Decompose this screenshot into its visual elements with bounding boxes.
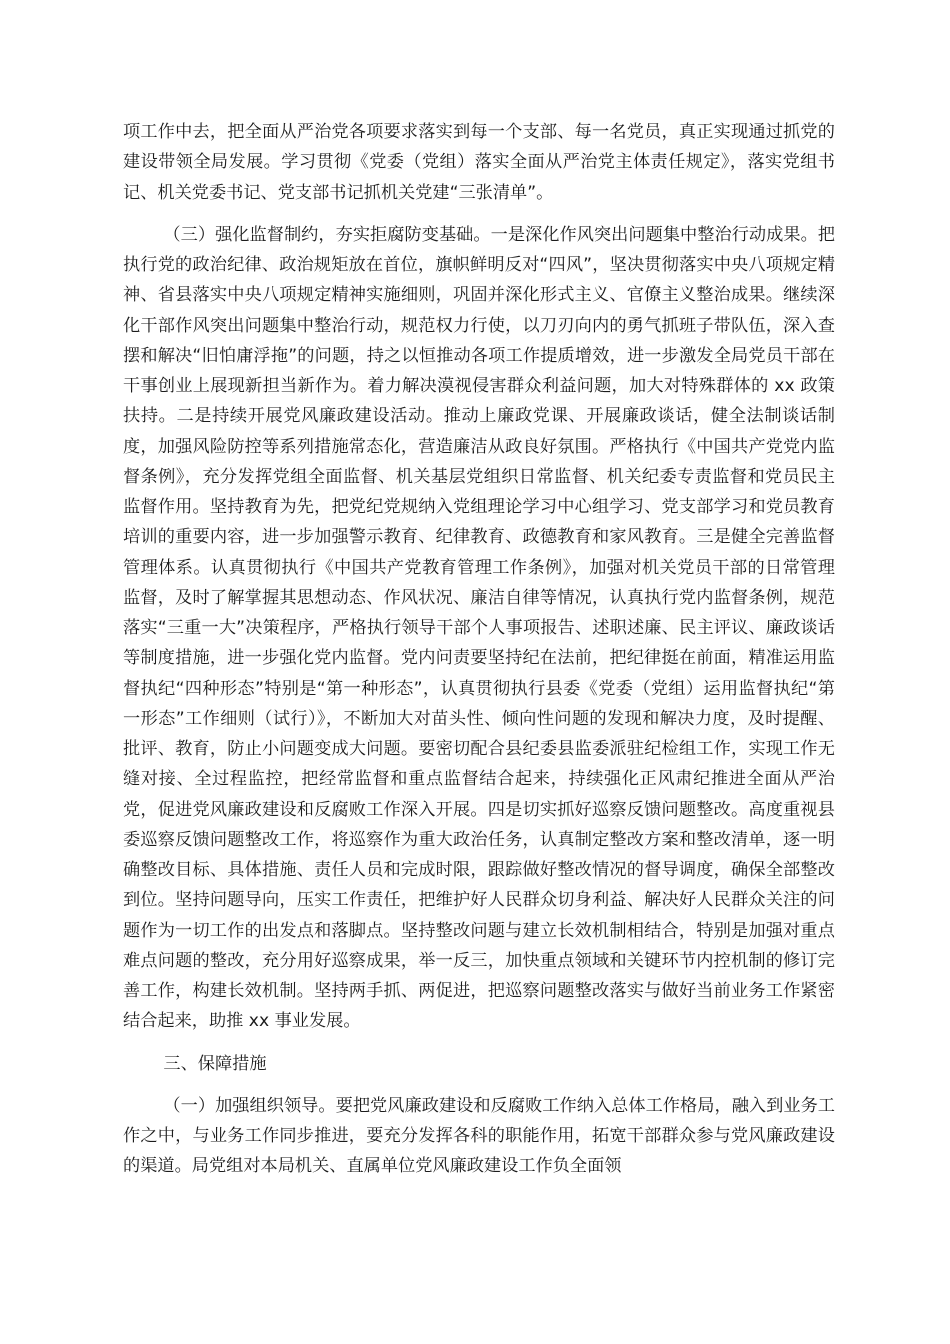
document-page [123,117,835,1194]
paragraph-continued: 项工作中去，把全面从严治党各项要求落实到每一个支部、每一名党员，真正实现通过抓党的建设带领全局发展。学习贯彻《党委（党组）落实全面从严治党主体责任规定》，落实党组书记、机关党委书记、党支部书记抓机关党建“三张清单”。 [123,122,835,203]
paragraph-leadership: （一）加强组织领导。要把党风廉政建设和反腐败工作纳入总体工作格局，融入到业务工作之中，与业务工作同步推进，要充分发挥各科的职能作用，拓宽干部群众参与党风廉政建设的渠道。局党组对本局机关、直属单位党风廉政建设工作负全面领 [123,1095,835,1177]
paragraph-supervision: （三）强化监督制约，夯实拒腐防变基础。一是深化作风突出问题集中整治行动成果。把执行党的政治纪律、政治规矩放在首位，旗帜鲜明反对“四风”，坚决贯彻落实中央八项规定精神、省县落实中央八项规定精神实施细则，巩固并深化形式主义、官僚主义整治成果。继续深化干部作风突出问题集中整治行动，规范权力行使，以刀刃向内的勇气抓班子带队伍，深入查摆和解决“旧怕庸浮拖”的问题，持之以恒推动各项工作提质增效，进一步激发全局党员干部在干事创业上展现新担当新作为。着力解决漠视侵害群众利益问题，加大对特殊群体的 xx 政策扶持。二是持续开展党风廉政建设活动。推动上廉政党课、开展廉政谈话，健全法制谈话制度，加强风险防控等系列措施常态化，营造廉洁从政良好氛围。严格执行《中国共产党党内监督条例》，充分发挥党组全面监督、机关基层党组织日常监督、机关纪委专责监督和党员民主监督作用。坚持教育为先，把党纪党规纳入党组理论学习中心组学习、党支部学习和党员教育培训的重要内容，进一步加强警示教育、纪律教育、政德教育和家风教育。三是健全完善监督管理体系。认真贯彻执行《中国共产党教育管理工作条例》，加强对机关党员干部的日常管理监督，及时了解掌握其思想动态、作风状况、廉洁自律等情况，认真执行党内监督条例，规范落实“三重一大”决策程序，严格执行领导干部个人事项报告、述职述廉、民主评议、廉政谈话等制度措施，进一步强化党内监督。党内问责要坚持纪在法前，把纪律挺在前面，精准运用监督执纪“四种形态”特别是“第一种形态”，认真贯彻执行县委《党委（党组）运用监督执纪“第一形态”工作细则（试行）》，不断加大对苗头性、倾向性问题的发现和解决力度，及时提醒、批评、教育，防止小问题变成大问题。要密切配合县纪委县监委派驻纪检组工作，实现工作无缝对接、全过程监控，把经常监督和重点监督结合起来，持续强化正风肃纪推进全面从严治党，促进党风廉政建设和反腐败工作深入开展。四是切实抓好巡察反馈问题整改。高度重视县委巡察反馈问题整改工作，将巡察作为重大政治任务，认真制定整改方案和整改清单，逐一明确整改目标、具体措施、责任人员和完成时限，跟踪做好整改情况的督导调度，确保全部整改到位。坚持问题导向，压实工作责任，把维护好人民群众切身利益、解决好人民群众关注的问题作为一切工作的出发点和落脚点。坚持整改问题与建立长效机制相结合，特别是加强对重点难点问题的整改，充分用好巡察成果，举一反三，加快重点领域和关键环节内控机制的修订完善工作，构建长效机制。坚持两手抓、两促进，把巡察问题整改落实与做好当前业务工作紧密结合起来，助推 xx 事业发展。 [123,224,835,1032]
section-heading: 三、保障措施 [163,1053,267,1074]
